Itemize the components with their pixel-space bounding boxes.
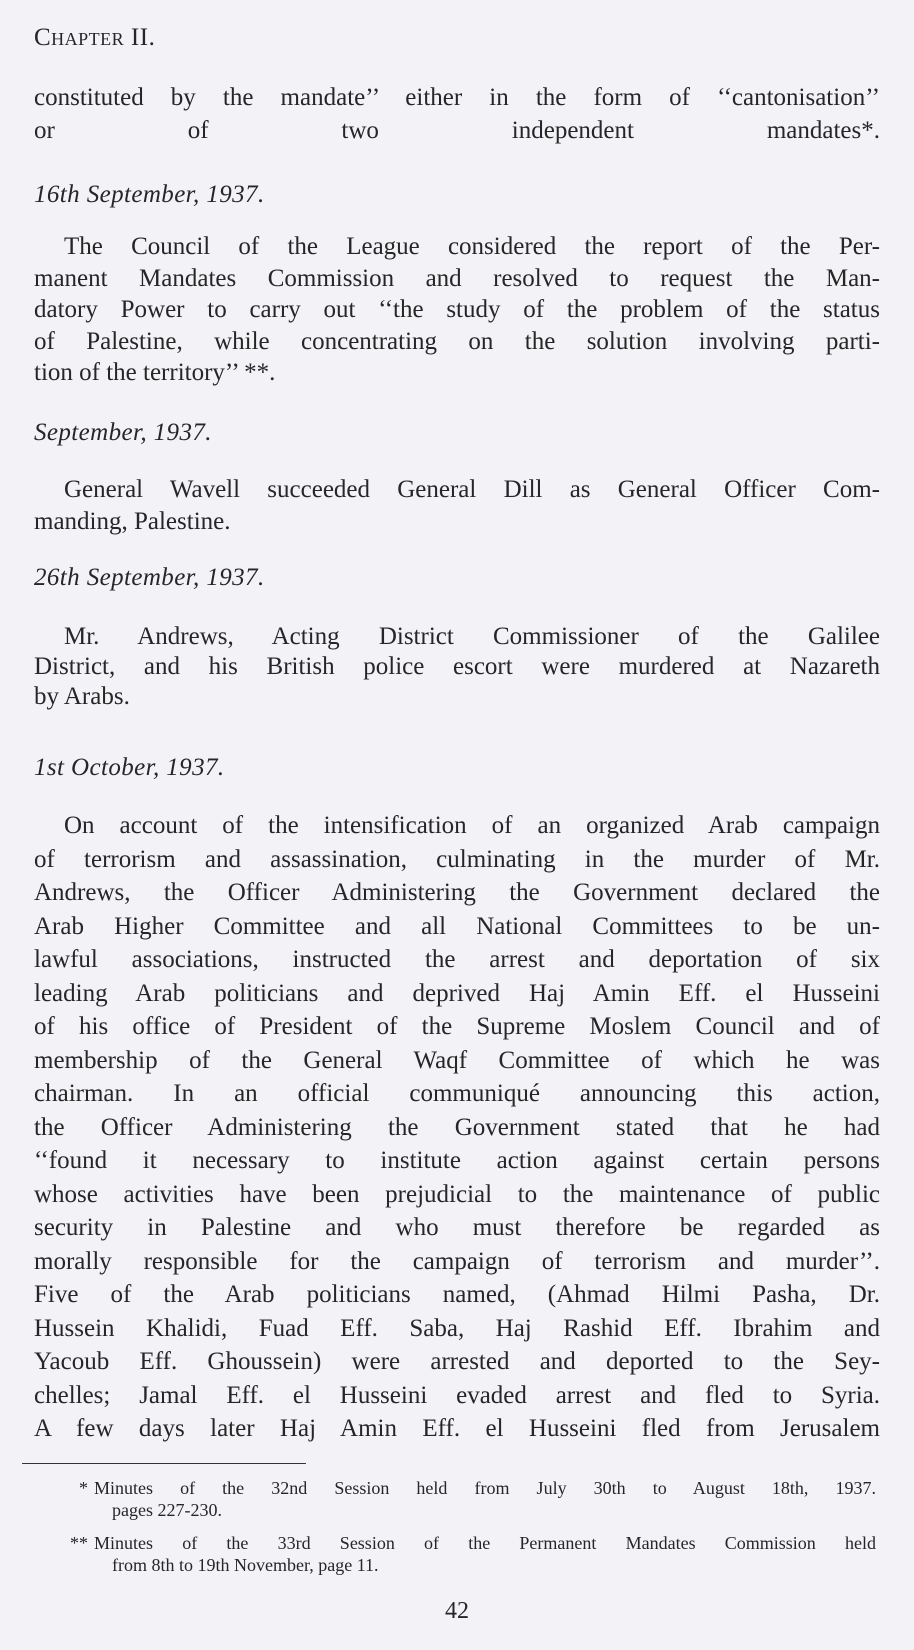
entry-paragraph [34, 231, 880, 389]
text-line: A few days later Haj Amin Eff. el Husseini fled from Jerusalem [34, 1415, 880, 1442]
text-line: Hussein Khalidi, Fuad Eff. Saba, Haj Rashid Eff. Ibrahim and [34, 1314, 880, 1342]
text-line: leading Arab politicians and deprived Haj Amin Eff. el Husseini [34, 979, 880, 1007]
entry-paragraph [34, 809, 880, 1446]
footnote-marker: * [79, 1478, 88, 1498]
text-line: or of two independent mandates*. [34, 117, 880, 144]
text-line: The Council of the League considered the report of the Per- [64, 233, 880, 260]
footnote-line: pages 227-230. [112, 1500, 222, 1520]
text-line: Andrews, the Officer Administering the Government declared the [34, 879, 880, 906]
footnote-line: Minutes of the 32nd Session held from July 30th to August 18th, 1937. [94, 1478, 876, 1498]
footnote-line: from 8th to 19th November, page 11. [112, 1555, 379, 1575]
text-line: chairman. In an official communiqué announcing this action, [34, 1080, 880, 1107]
text-line: membership of the General Waqf Committee of which he was [34, 1046, 880, 1074]
entry-paragraph [34, 474, 880, 538]
text-line: of Palestine, while concentrating on the solution involving parti- [34, 327, 880, 355]
text-line: security in Palestine and who must therefore be regarded as [34, 1214, 880, 1241]
footnote-line: Minutes of the 33rd Session of the Permanent Mandates Commission held [94, 1533, 876, 1553]
text-line: lawful associations, instructed the arrest and deportation of six [34, 946, 880, 973]
text-line: morally responsible for the campaign of terrorism and murder’’. [34, 1247, 880, 1275]
text-line: constituted by the mandate’’ either in the form of ‘‘cantonisation’’ [34, 84, 880, 111]
chapter-heading: Chapter II. [34, 24, 156, 51]
footnote [70, 1532, 876, 1576]
text-line: Mr. Andrews, Acting District Commissioner of the Galilee [64, 623, 880, 650]
text-line: ‘‘found it necessary to institute action against certain persons [34, 1147, 880, 1174]
footnote-divider [22, 1463, 306, 1464]
page-number: 42 [445, 1598, 469, 1624]
entry-paragraph [34, 622, 880, 712]
text-line: Yacoub Eff. Ghoussein) were arrested and deported to the Sey- [34, 1348, 880, 1375]
text-line: manent Mandates Commission and resolved to request the Man- [34, 264, 880, 292]
footnote-marker: ** [70, 1533, 88, 1553]
footnote [79, 1477, 876, 1521]
entry-date: 26th September, 1937. [34, 564, 265, 591]
text-line: chelles; Jamal Eff. el Husseini evaded arrest and fled to Syria. [34, 1381, 880, 1409]
text-line: datory Power to carry out ‘‘the study of the problem of the status [34, 296, 880, 323]
text-line: General Wavell succeeded General Dill as General Officer Com- [64, 476, 880, 503]
text-line: whose activities have been prejudicial to the maintenance of public [34, 1180, 880, 1208]
text-line: tion of the territory’’ **. [34, 359, 276, 386]
entry-date: 16th September, 1937. [34, 181, 265, 208]
text-line: District, and his British police escort were murdered at Nazareth [34, 653, 880, 680]
text-line: manding, Palestine. [34, 508, 231, 535]
entry-date: 1st October, 1937. [34, 754, 225, 781]
entry-date: September, 1937. [34, 419, 212, 446]
text-line: of terrorism and assassination, culminating in the murder of Mr. [34, 845, 880, 873]
text-line: the Officer Administering the Government stated that he had [34, 1113, 880, 1141]
text-line: On account of the intensification of an organized Arab campaign [64, 812, 880, 839]
text-line: of his office of President of the Supreme Moslem Council and of [34, 1013, 880, 1040]
continuation-paragraph [34, 81, 880, 147]
text-line: Arab Higher Committee and all National Committees to be un- [34, 912, 880, 940]
text-line: Five of the Arab politicians named, (Ahmad Hilmi Pasha, Dr. [34, 1281, 880, 1308]
text-line: by Arabs. [34, 683, 130, 710]
